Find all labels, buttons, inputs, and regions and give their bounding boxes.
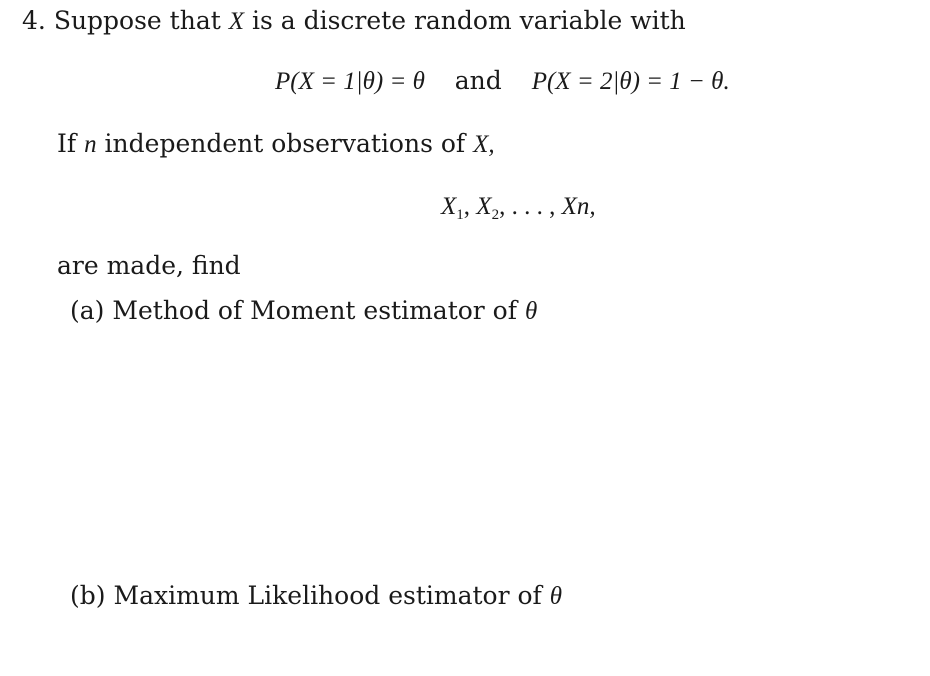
probability-equation [275, 68, 730, 94]
part-a-label: (a) [70, 296, 105, 325]
part-b-theta: θ [549, 583, 563, 610]
sample-sequence [441, 193, 596, 223]
sample-sep-2: , . . . , [499, 193, 562, 220]
part-a-text: Method of Moment estimator of [112, 296, 517, 325]
equation-part-2: P(X = 2|θ) = 1 − θ. [531, 68, 730, 95]
sample-xn: Xn, [561, 193, 596, 220]
sample-x1: X [441, 193, 457, 220]
variable-n: n [84, 131, 97, 158]
equation-part-1: P(X = 1|θ) = θ [275, 68, 425, 95]
obs-text-1: If [57, 129, 77, 158]
made-find-line [57, 253, 241, 278]
problem-number: 4. [22, 6, 46, 35]
obs-text-2: independent observations of [104, 129, 466, 158]
part-b-text: Maximum Likelihood estimator of [113, 581, 542, 610]
sample-x2: X [476, 193, 492, 220]
intro-text-2: is a discrete random variable with [251, 6, 686, 35]
variable-x: X [228, 8, 245, 35]
sample-x1-subscript: 1 [456, 207, 464, 223]
observations-line [57, 131, 495, 157]
equation-connector: and [454, 66, 502, 95]
sample-sep-1: , [463, 193, 477, 220]
intro-text-1: Suppose that [53, 6, 221, 35]
sample-x2-subscript: 2 [491, 207, 500, 223]
part-a-theta: θ [524, 298, 538, 325]
part-b [70, 583, 562, 609]
part-b-label: (b) [70, 581, 106, 610]
problem-statement-line [22, 8, 686, 34]
variable-x-comma: X, [473, 131, 495, 158]
part-a [70, 298, 537, 324]
made-text: are made, find [57, 251, 241, 280]
